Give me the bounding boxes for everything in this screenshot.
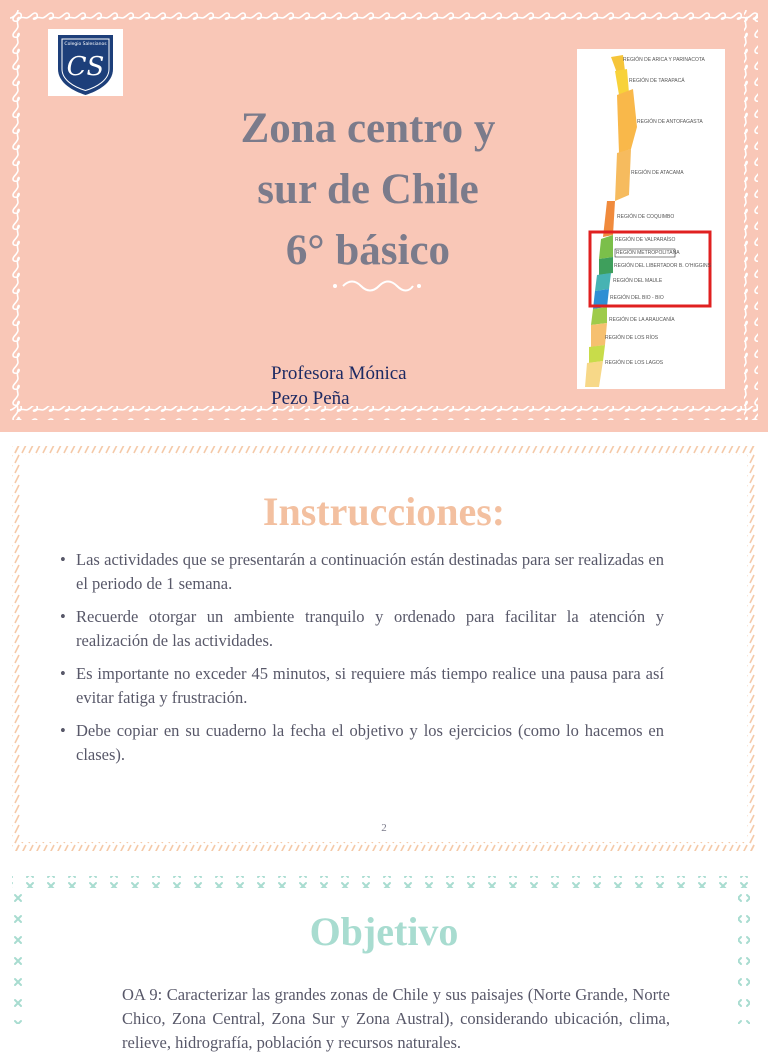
map-label-los-rios: REGIÓN DE LOS RÍOS xyxy=(605,335,659,341)
map-label-arica: REGIÓN DE ARICA Y PARINACOTA xyxy=(623,57,705,63)
bullet-icon: • xyxy=(60,721,66,740)
shield-logo-icon xyxy=(48,29,123,96)
map-label-antofagasta: REGIÓN DE ANTOFAGASTA xyxy=(637,119,703,125)
title-slide xyxy=(0,0,768,432)
instruction-text: Recuerde otorgar un ambiente tranquilo y ordenado para facilitar la atención y realización de las actividades. xyxy=(76,607,664,650)
bullet-icon: • xyxy=(60,607,66,626)
squiggle-divider xyxy=(331,280,423,292)
map-label-tarapaca: REGIÓN DE TARAPACÁ xyxy=(629,78,685,84)
title-line-3: 6° básico xyxy=(285,227,451,274)
title-line-2: sur de Chile xyxy=(257,166,479,213)
map-label-valparaiso: REGIÓN DE VALPARAÍSO xyxy=(615,237,676,243)
logo-initials: CS xyxy=(66,52,105,82)
logo-caption: Colegio Salesianos xyxy=(64,42,107,47)
list-item xyxy=(60,548,664,596)
map-label-maule: REGIÓN DEL MAULE xyxy=(613,278,663,284)
chile-regions-map xyxy=(577,49,725,389)
teacher-name xyxy=(271,361,407,411)
list-item xyxy=(60,662,664,710)
instruction-text: Debe copiar en su cuaderno la fecha el objetivo y los ejercicios (como lo hacemos en clases). xyxy=(76,721,664,764)
map-label-ohiggins: REGIÓN DEL LIBERTADOR B. O'HIGGINS xyxy=(614,263,711,269)
slide-title xyxy=(200,98,536,281)
map-label-araucania: REGIÓN DE LA ARAUCANÍA xyxy=(609,317,675,323)
objective-text: OA 9: Caracterizar las grandes zonas de Chile y sus paisajes (Norte Grande, Norte Chico, Zona Central, Zona Sur y Zona Austral), considerando ubicación, clima, relieve, hidrografía, población y recursos naturales. xyxy=(122,985,670,1052)
map-label-metropolitana: REGIÓN METROPOLITANA xyxy=(616,250,680,256)
teacher-line-2: Pezo Peña xyxy=(271,388,350,409)
instruction-text: Es importante no exceder 45 minutos, si requiere más tiempo realice una pausa para así evitar fatiga y frustración. xyxy=(76,664,664,707)
instruction-text: Las actividades que se presentarán a continuación están destinadas para ser realizadas en el periodo de 1 semana. xyxy=(76,550,664,593)
bullet-icon: • xyxy=(60,550,66,569)
map-label-biobio: REGIÓN DEL BIO - BIO xyxy=(610,295,664,301)
map-label-atacama: REGIÓN DE ATACAMA xyxy=(631,170,684,176)
page-number: 2 xyxy=(381,822,387,834)
instructions-heading: Instrucciones: xyxy=(262,489,506,534)
list-item xyxy=(60,605,664,653)
list-item xyxy=(60,719,664,767)
map-label-coquimbo: REGIÓN DE COQUIMBO xyxy=(617,214,675,220)
bullet-icon: • xyxy=(60,664,66,683)
school-logo xyxy=(48,29,123,96)
instructions-list xyxy=(60,548,664,776)
map-label-los-lagos: REGIÓN DE LOS LAGOS xyxy=(605,360,664,366)
teacher-line-1: Profesora Mónica xyxy=(271,363,407,384)
objective-heading: Objetivo xyxy=(309,909,459,954)
title-line-1: Zona centro y xyxy=(240,105,496,152)
